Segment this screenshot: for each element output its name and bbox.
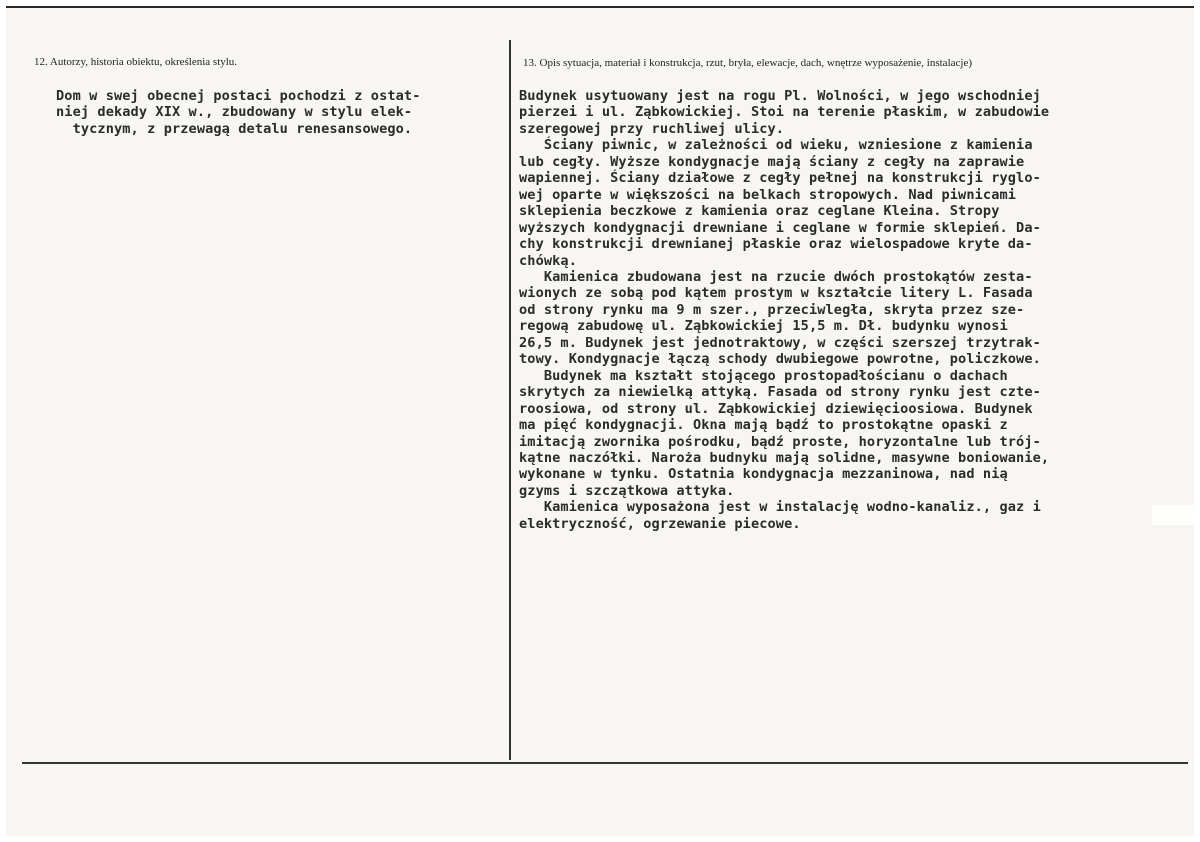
typed-line: wyższych kondygnacji drewniane i ceglane w formie sklepień. Da- [519, 219, 1041, 236]
typed-line: Budynek ma kształt stojącego prostopadłościanu o dachach [519, 367, 1008, 384]
typed-line: chówką. [519, 252, 577, 269]
field-13-text [519, 88, 1049, 532]
column-divider [509, 40, 511, 760]
typed-line: Budynek usytuowany jest na rogu Pl. Wolności, w jego wschodniej [519, 88, 1041, 104]
typed-line: Kamienica wyposażona jest w instalację wodno-kanaliz., gaz i [519, 499, 1041, 516]
typed-line: tycznym, z przewagą detalu renesansowego. [56, 120, 413, 137]
typed-line: wykonane w tynku. Ostatnia kondygnacja mezzaninowa, nad nią [519, 466, 1008, 483]
typed-line: wionych ze sobą pod kątem prostym w kształcie litery L. Fasada [519, 285, 1033, 302]
typed-line: wej oparte w większości na belkach stropowych. Nad piwnicami [519, 186, 1017, 203]
typed-line: regową zabudowę ul. Ząbkowickiej 15,5 m. Dł. budynku wynosi [519, 318, 1008, 335]
paper-smudge [1152, 505, 1194, 525]
field-12-heading: 12. Autorzy, historia obiektu, określenia stylu. [34, 56, 238, 68]
typed-line: niej dekady XIX w., zbudowany w stylu elek- [56, 104, 413, 121]
typed-line: kątne naczółki. Naroża budnyku mają solidne, masywne boniowanie, [519, 449, 1050, 466]
typed-line: ma pięć kondygnacji. Okna mają bądź to prostokątne opaski z [519, 417, 1008, 434]
typed-line: chy konstrukcji drewnianej płaskie oraz wielospadowe kryte da- [519, 236, 1033, 253]
bottom-rule [22, 762, 1188, 764]
typed-line: szeregowej przy ruchliwej ulicy. [519, 120, 785, 137]
typed-line: od strony rynku ma 9 m szer., przeciwległa, skryta przez sze- [519, 301, 1025, 318]
typed-line: skrytych za niewielką attyką. Fasada od strony rynku jest czte- [519, 384, 1041, 401]
typed-line: roosiowa, od strony ul. Ząbkowickiej dziewięcioosiowa. Budynek [519, 400, 1033, 417]
typed-line: wapiennej. Ściany działowe z cegły pełnej na konstrukcji ryglo- [519, 170, 1041, 187]
typed-line: imitacją zwornika pośrodku, bądź proste, horyzontalne lub trój- [519, 433, 1041, 450]
typed-line: 26,5 m. Budynek jest jednotraktowy, w części szerszej trzytrak- [519, 334, 1041, 351]
typed-line: pierzei i ul. Ząbkowickiej. Stoi na terenie płaskim, w zabudowie [519, 104, 1050, 121]
field-13-heading: 13. Opis sytuacja, materiał i konstrukcja, rzut, bryła, elewacje, dach, wnętrze wyposażenie, instalacje) [523, 57, 972, 69]
typed-line: sklepienia beczkowe z kamienia oraz ceglane Kleina. Stropy [519, 203, 1000, 220]
typed-line: towy. Kondygnacje łączą schody dwubiegowe powrotne, policzkowe. [519, 351, 1041, 368]
typed-line: gzyms i szczątkowa attyka. [519, 482, 735, 499]
field-12-text [56, 88, 421, 137]
typed-line: Dom w swej obecnej postaci pochodzi z ostat- [56, 88, 421, 104]
typed-line: lub cegły. Wyższe kondygnacje mają ściany z cegły na zaprawie [519, 153, 1025, 170]
typed-line: elektryczność, ogrzewanie piecowe. [519, 515, 801, 532]
typed-line: Ściany piwnic, w zależności od wieku, wzniesione z kamienia [519, 137, 1033, 154]
typed-line: Kamienica zbudowana jest na rzucie dwóch prostokątów zesta- [519, 268, 1033, 285]
